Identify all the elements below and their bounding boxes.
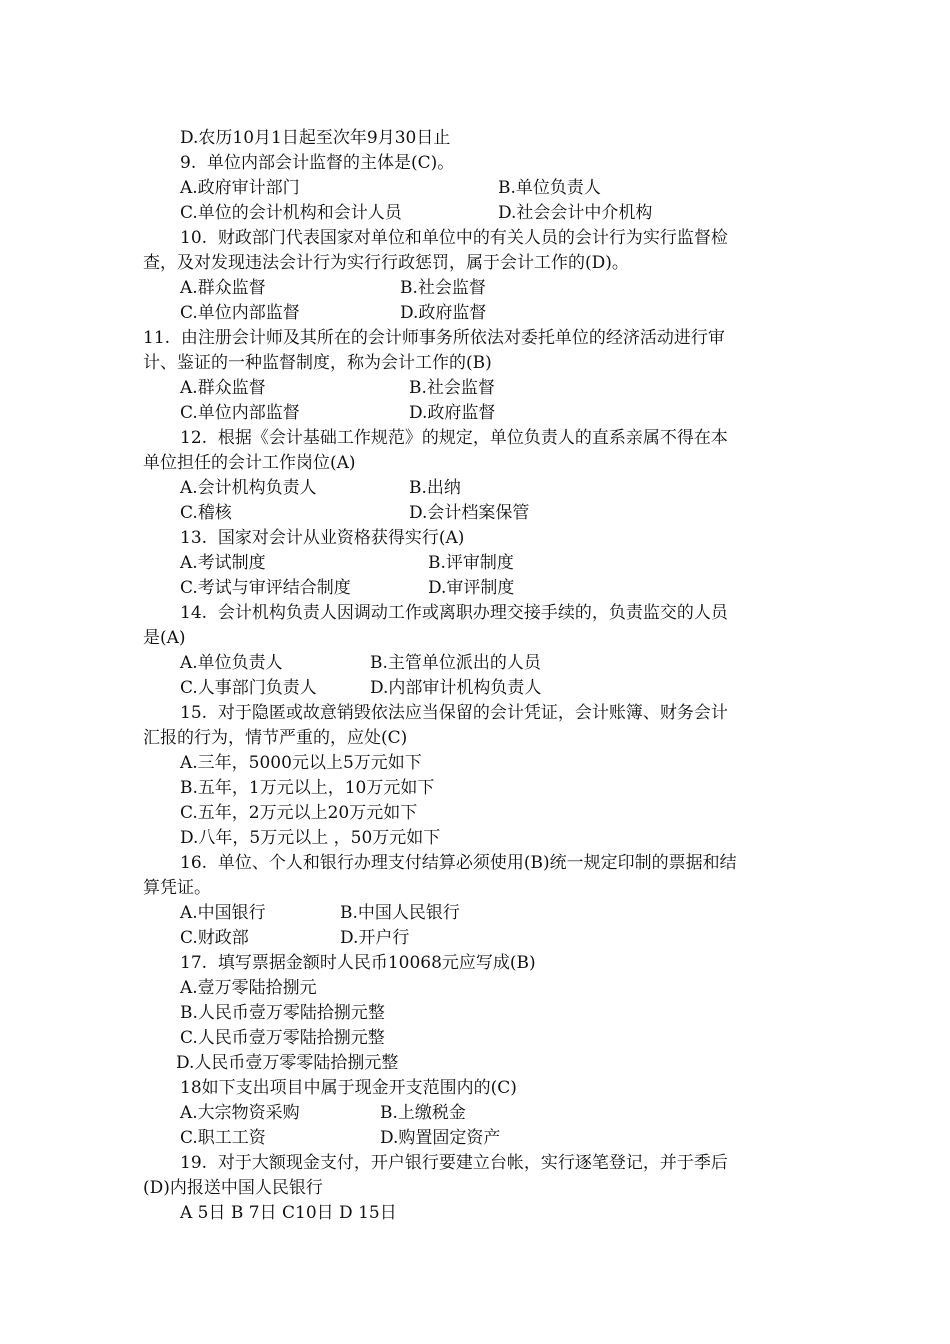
option-b: D.审评制度 [428, 578, 515, 598]
question-line: 17. 填写票据金额时人民币10068元应写成(B) [180, 953, 536, 973]
option-b: B.上缴税金 [380, 1103, 466, 1123]
option-line: D.八年，5万元以上 ，50万元如下 [180, 828, 441, 848]
option-b: D.购置固定资产 [380, 1128, 501, 1148]
option-a: C.稽核 [180, 503, 232, 523]
option-row [180, 651, 541, 675]
option-line: B.人民币壹万零陆拾捌元整 [180, 1003, 385, 1023]
option-b: D.政府监督 [400, 303, 487, 323]
question-line: (D)内报送中国人民银行 [143, 1178, 323, 1198]
option-row [180, 501, 530, 525]
option-row [180, 401, 496, 425]
text-line: D.农历10月1日起至次年9月30日止 [180, 128, 451, 148]
option-a: A.单位负责人 [180, 653, 283, 673]
option-b: D.内部审计机构负责人 [370, 678, 542, 698]
question-line: 14. 会计机构负责人因调动工作或离职办理交接手续的，负责监交的人员 [180, 603, 728, 623]
option-a: A.政府审计部门 [180, 178, 300, 198]
option-b: B.主管单位派出的人员 [370, 653, 541, 673]
option-row [180, 676, 542, 700]
option-b: D.社会会计中介机构 [498, 203, 653, 223]
question-line: 13. 国家对会计从业资格获得实行(A) [180, 528, 465, 548]
option-a: A.群众监督 [180, 278, 266, 298]
option-line: B.五年，1万元以上，10万元如下 [180, 778, 435, 798]
option-a: C.人事部门负责人 [180, 678, 317, 698]
option-line: A.三年，5000元以上5万元如下 [180, 753, 422, 773]
option-row [180, 201, 653, 225]
question-line: 16. 单位、个人和银行办理支付结算必须使用(B)统一规定印制的票据和结 [180, 853, 737, 873]
option-line: A.壹万零陆拾捌元 [180, 978, 317, 998]
question-line: 9. 单位内部会计监督的主体是(C)。 [180, 153, 455, 173]
option-row [180, 301, 487, 325]
question-line: 18如下支出项目中属于现金开支范围内的(C) [180, 1078, 517, 1098]
option-line: C.五年，2万元以上20万元如下 [180, 803, 418, 823]
question-line: 10. 财政部门代表国家对单位和单位中的有关人员的会计行为实行监督检 [180, 228, 728, 248]
option-a: C.单位内部监督 [180, 303, 300, 323]
option-a: C.财政部 [180, 928, 249, 948]
option-b: D.会计档案保管 [409, 503, 530, 523]
option-a: C.考试与审评结合制度 [180, 578, 351, 598]
option-row [180, 376, 495, 400]
option-b: B.单位负责人 [498, 178, 601, 198]
option-line: D.人民币壹万零零陆拾捌元整 [176, 1053, 399, 1073]
option-a: C.单位的会计机构和会计人员 [180, 203, 402, 223]
option-b: B.社会监督 [400, 278, 486, 298]
option-row [180, 551, 514, 575]
option-row [180, 576, 515, 600]
option-a: C.职工工资 [180, 1128, 266, 1148]
option-line: C.人民币壹万零陆拾捌元整 [180, 1028, 385, 1048]
option-row [180, 926, 410, 950]
option-b: B.社会监督 [409, 378, 495, 398]
question-line: 是(A) [143, 628, 186, 648]
option-row [180, 176, 601, 200]
option-row [180, 901, 460, 925]
option-a: A.会计机构负责人 [180, 478, 317, 498]
option-b: B.评审制度 [428, 553, 514, 573]
option-a: C.单位内部监督 [180, 403, 300, 423]
option-b: B.出纳 [409, 478, 461, 498]
option-a: A.群众监督 [180, 378, 266, 398]
question-line: 汇报的行为，情节严重的，应处(C) [143, 728, 408, 748]
option-row [180, 276, 486, 300]
question-line: 算凭证。 [143, 878, 211, 898]
option-line: A 5日 B 7日 C10日 D 15日 [180, 1203, 397, 1223]
question-line: 单位担任的会计工作岗位(A) [143, 453, 356, 473]
question-line: 19. 对于大额现金支付，开户银行要建立台帐，实行逐笔登记，并于季后 [180, 1153, 728, 1173]
option-a: A.中国银行 [180, 903, 266, 923]
question-line: 12. 根据《会计基础工作规范》的规定，单位负责人的直系亲属不得在本 [180, 428, 728, 448]
option-b: D.政府监督 [409, 403, 496, 423]
option-a: A.考试制度 [180, 553, 266, 573]
option-b: D.开户行 [340, 928, 410, 948]
question-line: 15. 对于隐匿或故意销毁依法应当保留的会计凭证，会计账簿、财务会计 [180, 703, 728, 723]
option-b: B.中国人民银行 [340, 903, 460, 923]
question-line: 计、鉴证的一种监督制度，称为会计工作的(B) [143, 353, 492, 373]
question-line: 11. 由注册会计师及其所在的会计师事务所依法对委托单位的经济活动进行审 [143, 328, 725, 348]
option-row [180, 476, 461, 500]
question-line: 查，及对发现违法会计行为实行行政惩罚，属于会计工作的(D)。 [143, 253, 629, 273]
option-row [180, 1126, 501, 1150]
option-row [180, 1101, 466, 1125]
option-a: A.大宗物资采购 [180, 1103, 300, 1123]
